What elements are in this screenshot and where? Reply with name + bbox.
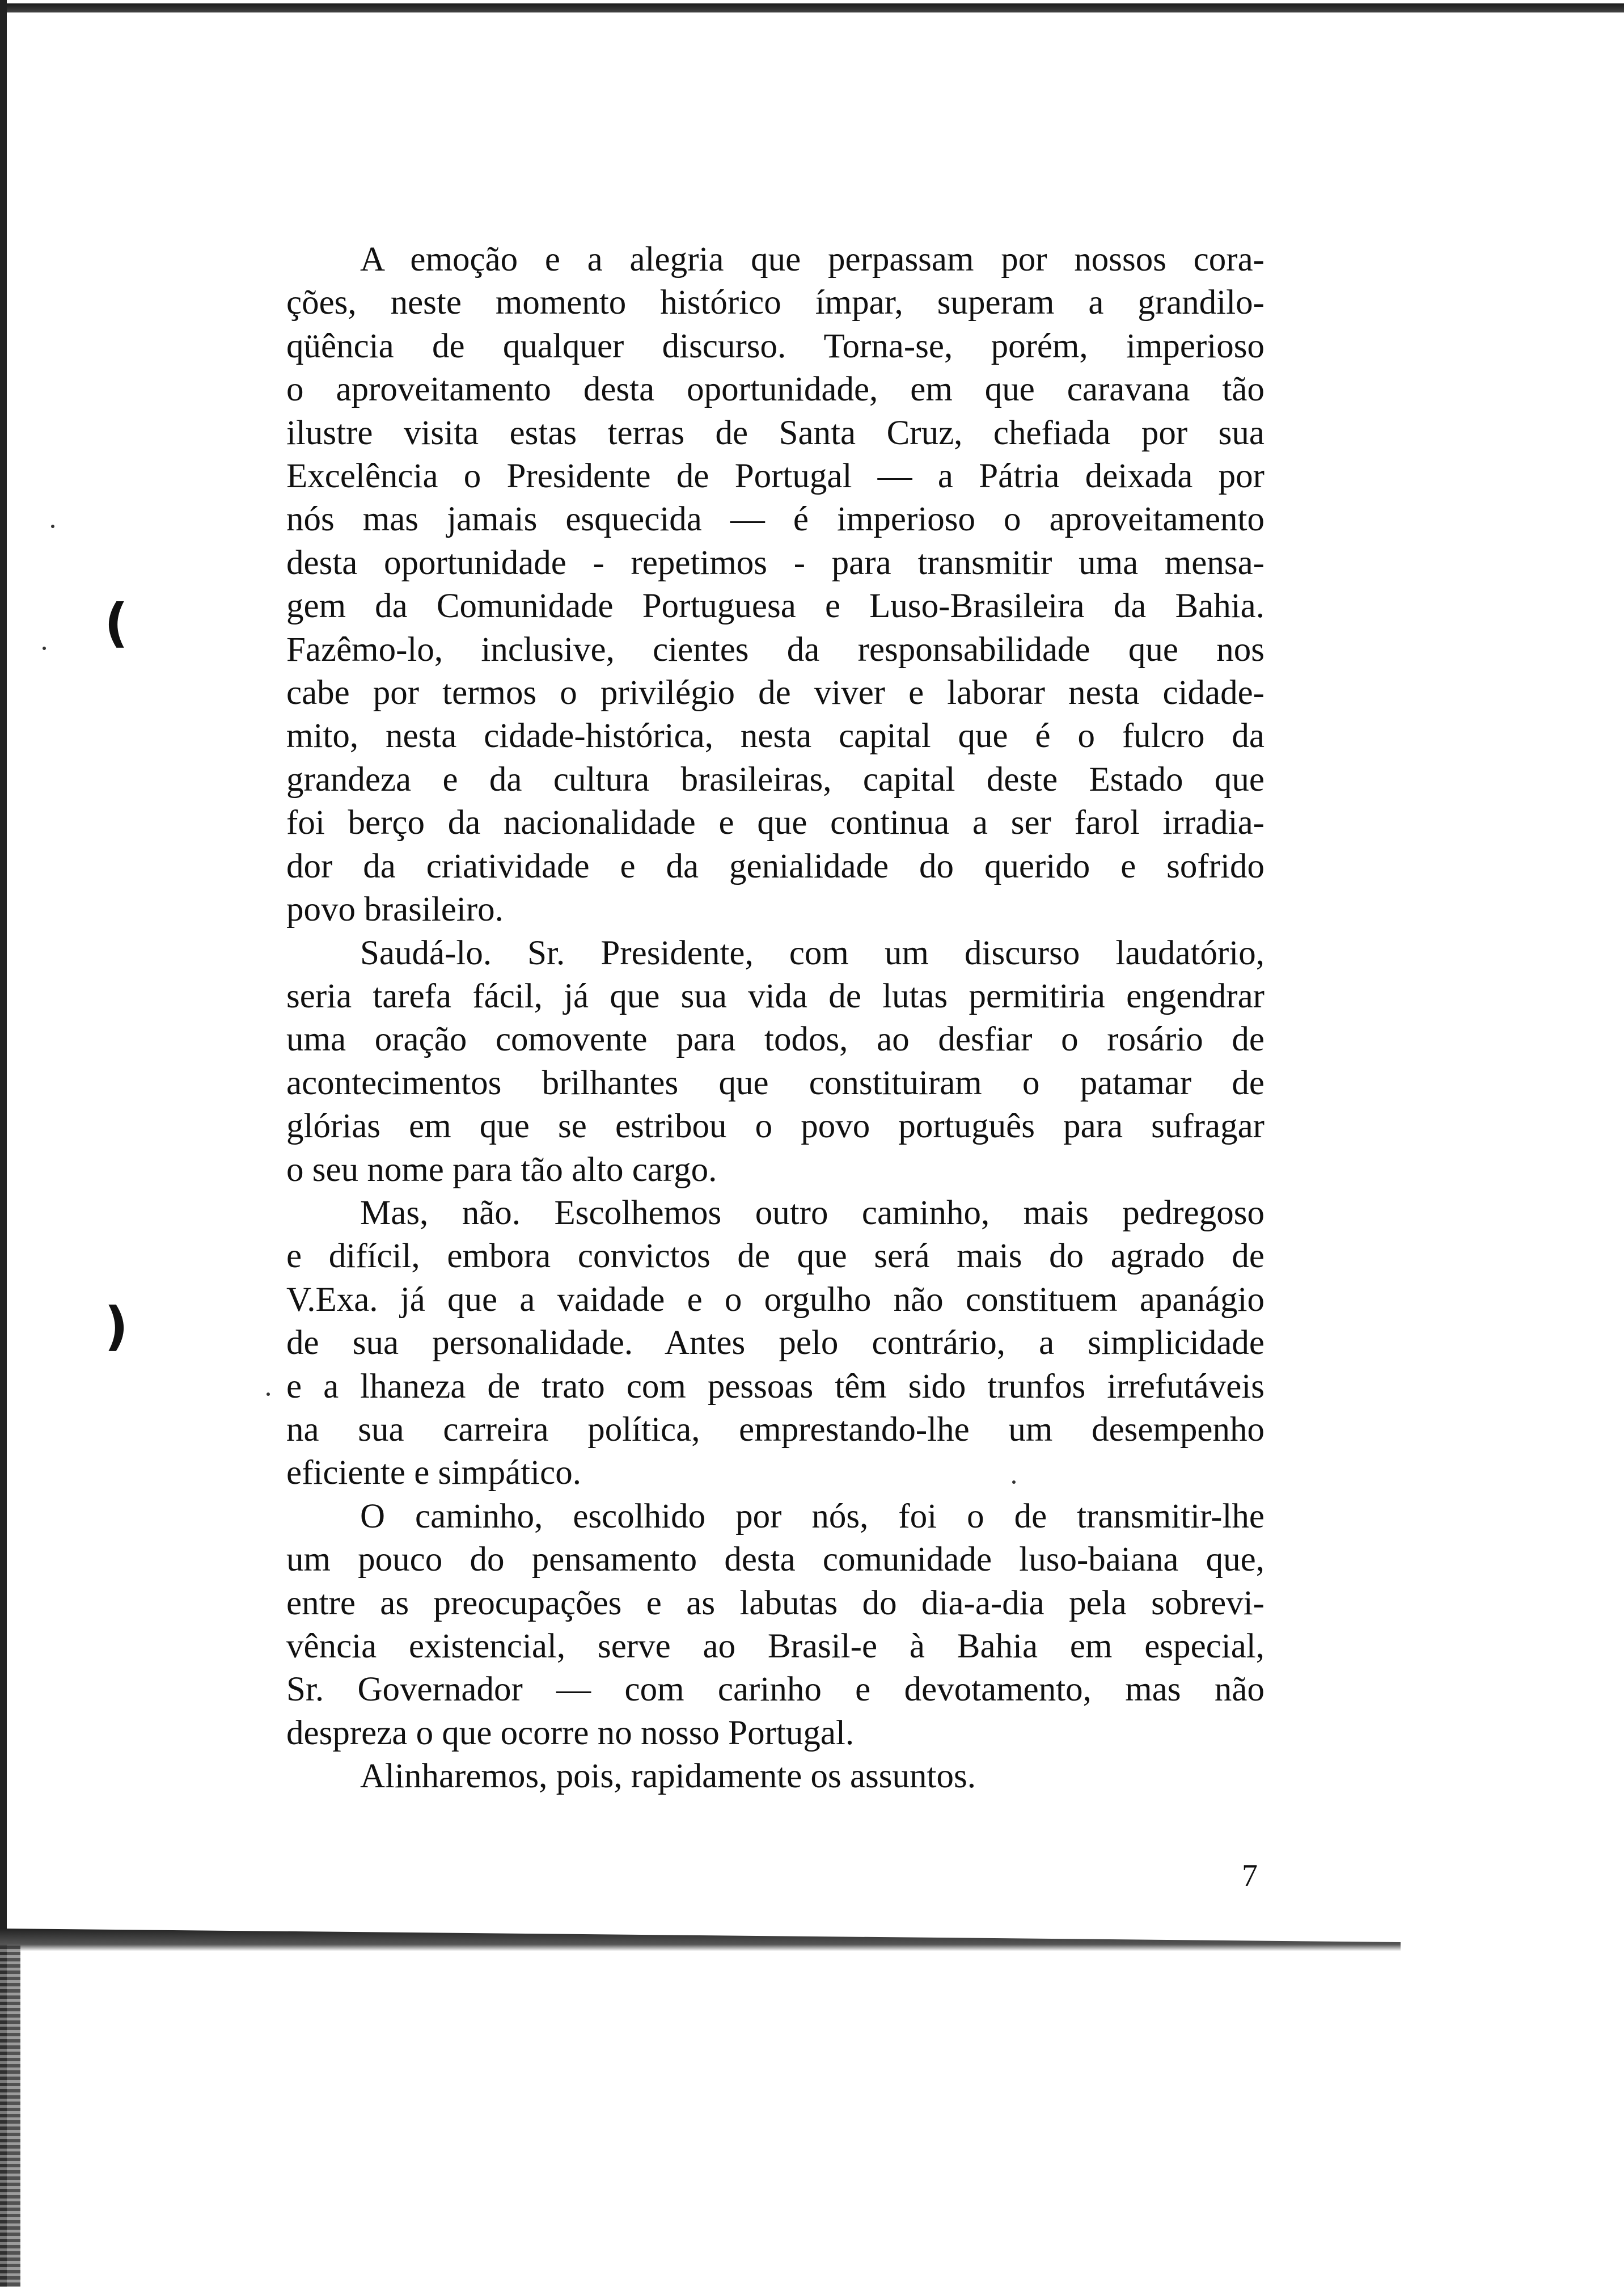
text-line: Alinharemos, pois, rapidamente os assuntos. <box>360 1757 976 1796</box>
scan-border-bottom <box>0 1929 1401 1951</box>
text-line: mito, nesta cidade-histórica, nesta capital que é o fulcro da <box>286 717 1264 756</box>
text-line: de sua personalidade. Antes pelo contrário, a simplicidade <box>286 1324 1264 1362</box>
text-line: Fazêmo-lo, inclusive, cientes da responsabilidade que nos <box>286 630 1264 669</box>
text-line: Mas, não. Escolhemos outro caminho, mais pedregoso <box>360 1193 1264 1232</box>
binder-hole-mark: ( <box>104 593 129 653</box>
scan-speck <box>43 647 46 650</box>
text-line: e a lhaneza de trato com pessoas têm sido trunfos irrefutáveis <box>286 1367 1264 1406</box>
text-line: Saudá-lo. Sr. Presidente, com um discurso laudatório, <box>360 934 1264 972</box>
text-line: na sua carreira política, emprestando-lhe um desempenho <box>286 1410 1264 1449</box>
text-line: seria tarefa fácil, já que sua vida de lutas permitiria engendrar <box>286 977 1264 1015</box>
text-line: qüência de qualquer discurso. Torna-se, porém, imperioso <box>286 327 1264 365</box>
scan-edge-lower-left <box>0 1946 20 2287</box>
text-line: e difícil, embora convictos de que será mais do agrado de <box>286 1237 1264 1276</box>
text-line: O caminho, escolhido por nós, foi o de transmitir-lhe <box>360 1497 1264 1535</box>
text-line: Sr. Governador — com carinho e devotamento, mas não <box>286 1670 1264 1709</box>
text-line: foi berço da nacionalidade e que continua a ser farol irradia- <box>286 804 1264 842</box>
text-line: despreza o que ocorre no nosso Portugal. <box>286 1714 855 1752</box>
paragraph <box>286 1495 1264 1755</box>
text-line: um pouco do pensamento desta comunidade luso-baiana que, <box>286 1541 1264 1579</box>
page-number: 7 <box>1242 1858 1258 1893</box>
paragraph <box>286 238 1264 932</box>
binder-hole-mark: ) <box>104 1296 129 1357</box>
text-line: desta oportunidade - repetimos - para transmitir uma mensa- <box>286 543 1264 582</box>
text-line: dor da criatividade e da genialidade do querido e sofrido <box>286 847 1264 885</box>
text-line: V.Exa. já que a vaidade e o orgulho não constituem apanágio <box>286 1280 1264 1319</box>
text-line: eficiente e simpático. <box>286 1454 581 1492</box>
text-line: Excelência o Presidente de Portugal — a Pátria deixada por <box>286 457 1264 496</box>
text-line: cabe por termos o privilégio de viver e laborar nesta cidade- <box>286 674 1264 712</box>
text-line: A emoção e a alegria que perpassam por nossos cora- <box>360 240 1264 279</box>
scan-border-top <box>0 3 1624 12</box>
text-line: vência existencial, serve ao Brasil-e à Bahia em especial, <box>286 1627 1264 1665</box>
scan-speck <box>267 1393 270 1396</box>
text-line: entre as preocupações e as labutas do dia-a-dia pela sobrevi- <box>286 1584 1264 1622</box>
text-line: o seu nome para tão alto cargo. <box>286 1150 717 1189</box>
page-body <box>286 238 1264 1799</box>
text-line: glórias em que se estribou o povo português para sufragar <box>286 1107 1264 1146</box>
paragraph <box>286 1192 1264 1495</box>
text-line: ções, neste momento histórico ímpar, superam a grandilo- <box>286 284 1264 322</box>
paragraph <box>286 1755 1264 1798</box>
text-line: nós mas jamais esquecida — é imperioso o aproveitamento <box>286 500 1264 539</box>
text-line: uma oração comovente para todos, ao desfiar o rosário de <box>286 1020 1264 1059</box>
paragraph <box>286 932 1264 1192</box>
scan-speck <box>51 525 54 528</box>
text-line: o aproveitamento desta oportunidade, em que caravana tão <box>286 370 1264 409</box>
text-line: ilustre visita estas terras de Santa Cruz, chefiada por sua <box>286 413 1264 452</box>
text-line: gem da Comunidade Portuguesa e Luso-Brasileira da Bahia. <box>286 587 1264 626</box>
text-line: grandeza e da cultura brasileiras, capital deste Estado que <box>286 760 1264 799</box>
text-line: povo brasileiro. <box>286 891 504 929</box>
text-line: acontecimentos brilhantes que constituiram o patamar de <box>286 1064 1264 1102</box>
